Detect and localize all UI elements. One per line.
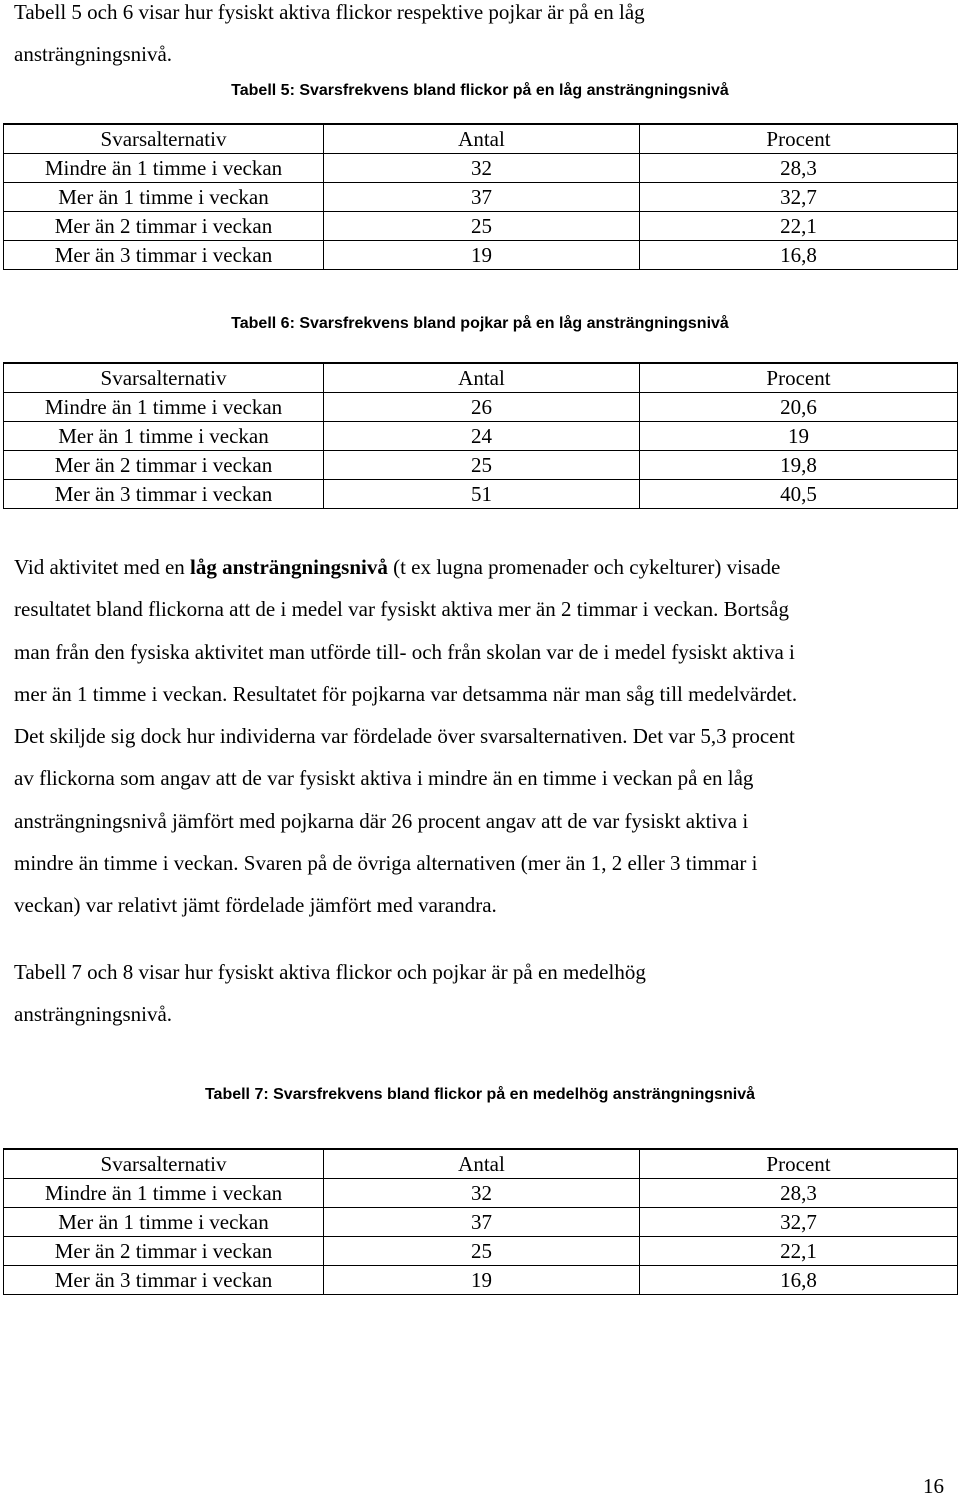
intro-line-1: Tabell 7 och 8 visar hur fysiskt aktiva flickor och pojkar är på en medelhög	[14, 960, 646, 984]
table-row	[4, 393, 958, 422]
intro-line-2: ansträngningsnivå.	[14, 42, 173, 66]
table-cell: 19	[640, 422, 958, 451]
table-row	[4, 212, 958, 241]
table-cell: 19,8	[640, 451, 958, 480]
table-cell: Mer än 1 timme i veckan	[4, 183, 324, 212]
intro-paragraph-1	[14, 0, 944, 75]
header-cell: Antal	[324, 363, 640, 393]
table-cell: 16,8	[640, 1266, 958, 1295]
table-cell: Mer än 3 timmar i veckan	[4, 241, 324, 270]
table-cell: Mer än 2 timmar i veckan	[4, 451, 324, 480]
table-cell: 22,1	[640, 1237, 958, 1266]
table-cell: 22,1	[640, 212, 958, 241]
table-cell: Mer än 1 timme i veckan	[4, 1208, 324, 1237]
table-row	[4, 480, 958, 509]
table-6	[3, 362, 958, 509]
table-cell: 37	[324, 183, 640, 212]
table-cell: 32	[324, 1179, 640, 1208]
body-paragraph	[14, 546, 944, 927]
table-row	[4, 451, 958, 480]
header-cell: Svarsalternativ	[4, 124, 324, 154]
intro-line-2: ansträngningsnivå.	[14, 1002, 173, 1026]
table-cell: Mer än 3 timmar i veckan	[4, 1266, 324, 1295]
table-6-caption: Tabell 6: Svarsfrekvens bland pojkar på en låg ansträngningsnivå	[231, 315, 729, 332]
body-line-8: mindre än timme i veckan. Svaren på de övriga alternativen (mer än 1, 2 eller 3 timmar i	[14, 851, 758, 876]
table-cell: Mindre än 1 timme i veckan	[4, 1179, 324, 1208]
intro-line-1: Tabell 5 och 6 visar hur fysiskt aktiva flickor respektive pojkar är på en låg	[14, 0, 645, 24]
body-line-5: Det skiljde sig dock hur individerna var fördelade över svarsalternativen. Det var 5,3 procent	[14, 724, 795, 749]
header-cell: Antal	[324, 124, 640, 154]
table-cell: 28,3	[640, 1179, 958, 1208]
table-cell: 40,5	[640, 480, 958, 509]
table-row	[4, 241, 958, 270]
intro-paragraph-2	[14, 951, 944, 1035]
body-line-3: man från den fysiska aktivitet man utförde till- och från skolan var de i medel fysiskt aktiva i	[14, 639, 795, 664]
table-header-row	[4, 1149, 958, 1179]
body-line-9: veckan) var relativt jämt fördelade jämfört med varandra.	[14, 893, 497, 918]
table-row	[4, 422, 958, 451]
header-cell: Svarsalternativ	[4, 363, 324, 393]
table-cell: 32	[324, 154, 640, 183]
table-header-row	[4, 124, 958, 154]
header-cell: Procent	[640, 363, 958, 393]
table-cell: 32,7	[640, 1208, 958, 1237]
body-text-span: Vid aktivitet med en	[14, 555, 191, 579]
table-cell: 24	[324, 422, 640, 451]
table-cell: 16,8	[640, 241, 958, 270]
table-cell: 25	[324, 212, 640, 241]
table-cell: 25	[324, 1237, 640, 1266]
table-cell: Mer än 2 timmar i veckan	[4, 1237, 324, 1266]
header-cell: Svarsalternativ	[4, 1149, 324, 1179]
table-cell: 19	[324, 1266, 640, 1295]
header-cell: Procent	[640, 1149, 958, 1179]
body-line-4: mer än 1 timme i veckan. Resultatet för pojkarna var detsamma när man såg till medelvärdet.	[14, 681, 798, 706]
table-cell: 28,3	[640, 154, 958, 183]
table-row	[4, 1237, 958, 1266]
table-cell: 51	[324, 480, 640, 509]
table-5-caption: Tabell 5: Svarsfrekvens bland flickor på en låg ansträngningsnivå	[231, 82, 729, 99]
body-text-span: (t ex lugna promenader och cykelturer) visade	[387, 555, 781, 579]
body-line-7: ansträngningsnivå jämfört med pojkarna där 26 procent angav att de var fysiskt aktiva i	[14, 808, 749, 833]
table-header-row	[4, 363, 958, 393]
header-cell: Antal	[324, 1149, 640, 1179]
table-7-caption: Tabell 7: Svarsfrekvens bland flickor på en medelhög ansträngningsnivå	[204, 1086, 756, 1103]
table-7	[3, 1148, 958, 1295]
body-line-6: av flickorna som angav att de var fysiskt aktiva i mindre än en timme i veckan på en låg	[14, 766, 754, 791]
table-cell: Mindre än 1 timme i veckan	[4, 154, 324, 183]
table-row	[4, 1208, 958, 1237]
table-cell: 32,7	[640, 183, 958, 212]
table-row	[4, 1266, 958, 1295]
table-cell: Mindre än 1 timme i veckan	[4, 393, 324, 422]
table-cell: 26	[324, 393, 640, 422]
table-row	[4, 154, 958, 183]
page-number: 16	[923, 1474, 944, 1498]
table-cell: Mer än 3 timmar i veckan	[4, 480, 324, 509]
table-cell: 37	[324, 1208, 640, 1237]
table-cell: Mer än 2 timmar i veckan	[4, 212, 324, 241]
table-cell: 25	[324, 451, 640, 480]
header-cell: Procent	[640, 124, 958, 154]
table-cell: 19	[324, 241, 640, 270]
body-line-2: resultatet bland flickorna att de i medel var fysiskt aktiva mer än 2 timmar i veckan. Bortsåg	[14, 597, 790, 622]
table-cell: 20,6	[640, 393, 958, 422]
body-line-1	[14, 546, 944, 588]
table-5	[3, 123, 958, 270]
table-row	[4, 183, 958, 212]
table-row	[4, 1179, 958, 1208]
table-cell: Mer än 1 timme i veckan	[4, 422, 324, 451]
body-bold-term: låg ansträngningsnivå	[190, 555, 388, 579]
